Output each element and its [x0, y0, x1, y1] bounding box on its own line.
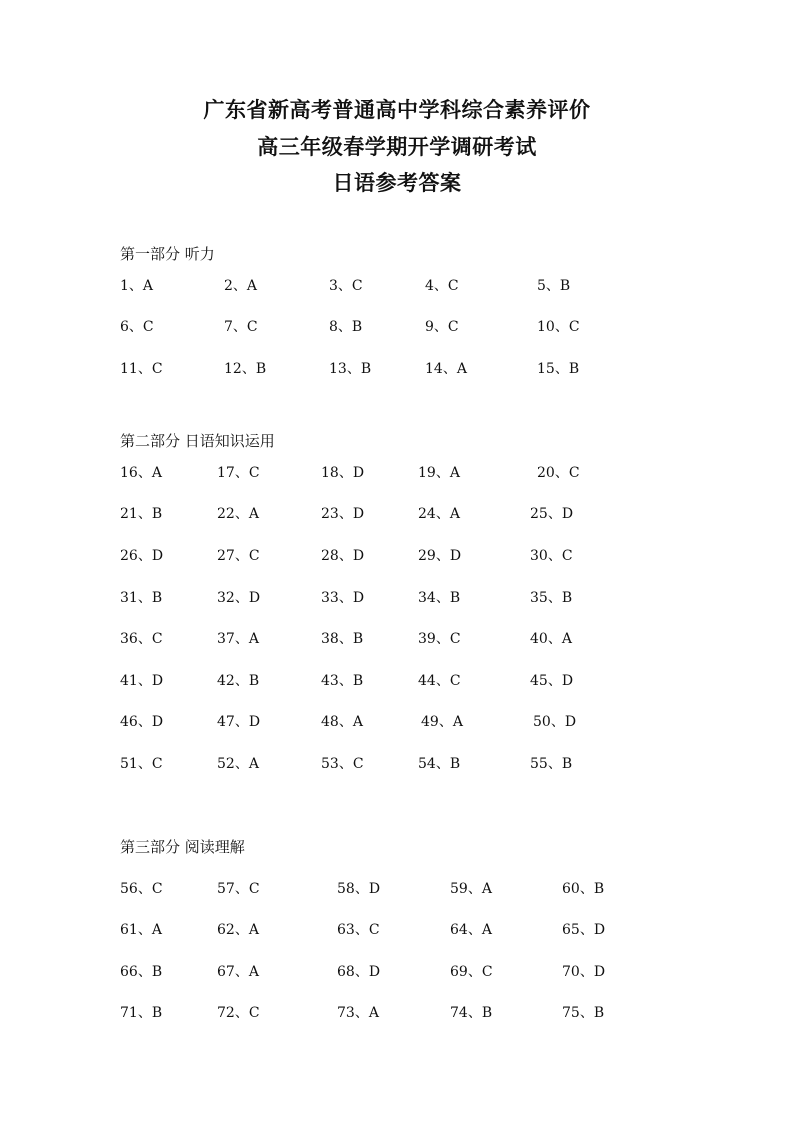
answer-item: 63、C	[337, 922, 380, 938]
answer-item: 4、C	[425, 278, 459, 294]
answer-item: 26、D	[120, 548, 164, 564]
answer-item: 52、A	[217, 756, 259, 772]
answer-item: 6、C	[120, 319, 154, 335]
answer-item: 41、D	[120, 673, 164, 689]
answer-item: 29、D	[418, 548, 462, 564]
answer-item: 62、A	[217, 922, 259, 938]
answer-item: 22、A	[217, 506, 259, 522]
answer-item: 64、A	[450, 922, 492, 938]
answer-item: 48、A	[321, 714, 363, 730]
answer-item: 20、C	[537, 465, 580, 481]
answer-item: 54、B	[418, 756, 461, 772]
answer-item: 73、A	[337, 1005, 379, 1021]
answer-item: 55、B	[530, 756, 573, 772]
answer-item: 75、B	[562, 1005, 605, 1021]
answer-item: 59、A	[450, 881, 492, 897]
document-subtitle: 高三年级春学期开学调研考试	[257, 135, 537, 159]
answer-item: 44、C	[418, 673, 461, 689]
answer-item: 18、D	[321, 465, 365, 481]
answer-item: 3、C	[329, 278, 363, 294]
answer-item: 34、B	[418, 590, 461, 606]
answer-item: 49、A	[421, 714, 463, 730]
answer-item: 65、D	[562, 922, 606, 938]
answer-item: 21、B	[120, 506, 163, 522]
answer-item: 58、D	[337, 881, 381, 897]
answer-item: 68、D	[337, 964, 381, 980]
answer-item: 70、D	[562, 964, 606, 980]
section-title-knowledge: 第二部分 日语知识运用	[120, 432, 275, 450]
answer-item: 38、B	[321, 631, 364, 647]
answer-item: 15、B	[537, 361, 580, 377]
answer-item: 10、C	[537, 319, 580, 335]
answer-item: 57、C	[217, 881, 260, 897]
answer-item: 47、D	[217, 714, 261, 730]
answer-item: 43、B	[321, 673, 364, 689]
answer-item: 7、C	[224, 319, 258, 335]
answer-item: 72、C	[217, 1005, 260, 1021]
answer-item: 71、B	[120, 1005, 163, 1021]
document-heading: 日语参考答案	[332, 171, 462, 195]
answer-item: 61、A	[120, 922, 162, 938]
answer-item: 19、A	[418, 465, 460, 481]
answer-item: 69、C	[450, 964, 493, 980]
answer-item: 2、A	[224, 278, 258, 294]
answer-item: 31、B	[120, 590, 163, 606]
answer-item: 27、C	[217, 548, 260, 564]
answer-item: 37、A	[217, 631, 259, 647]
answer-item: 23、D	[321, 506, 365, 522]
document-title: 广东省新高考普通高中学科综合素养评价	[203, 98, 591, 122]
answer-item: 17、C	[217, 465, 260, 481]
answer-item: 36、C	[120, 631, 163, 647]
answer-item: 1、A	[120, 278, 154, 294]
answer-item: 35、B	[530, 590, 573, 606]
answer-item: 50、D	[533, 714, 577, 730]
answer-item: 67、A	[217, 964, 259, 980]
answer-item: 56、C	[120, 881, 163, 897]
answer-item: 12、B	[224, 361, 267, 377]
answer-item: 8、B	[329, 319, 363, 335]
answer-item: 74、B	[450, 1005, 493, 1021]
answer-item: 14、A	[425, 361, 467, 377]
answer-item: 32、D	[217, 590, 261, 606]
answer-item: 25、D	[530, 506, 574, 522]
section-title-listening: 第一部分 听力	[120, 245, 215, 263]
answer-item: 42、B	[217, 673, 260, 689]
answer-item: 66、B	[120, 964, 163, 980]
answer-item: 28、D	[321, 548, 365, 564]
answer-item: 11、C	[120, 361, 163, 377]
answer-item: 40、A	[530, 631, 572, 647]
answer-item: 13、B	[329, 361, 372, 377]
answer-item: 33、D	[321, 590, 365, 606]
answer-item: 39、C	[418, 631, 461, 647]
answer-item: 60、B	[562, 881, 605, 897]
answer-item: 5、B	[537, 278, 571, 294]
answer-item: 51、C	[120, 756, 163, 772]
answer-item: 45、D	[530, 673, 574, 689]
answer-item: 46、D	[120, 714, 164, 730]
answer-item: 30、C	[530, 548, 573, 564]
answer-item: 16、A	[120, 465, 162, 481]
section-title-reading: 第三部分 阅读理解	[120, 838, 245, 856]
answer-item: 9、C	[425, 319, 459, 335]
answer-item: 24、A	[418, 506, 460, 522]
answer-item: 53、C	[321, 756, 364, 772]
